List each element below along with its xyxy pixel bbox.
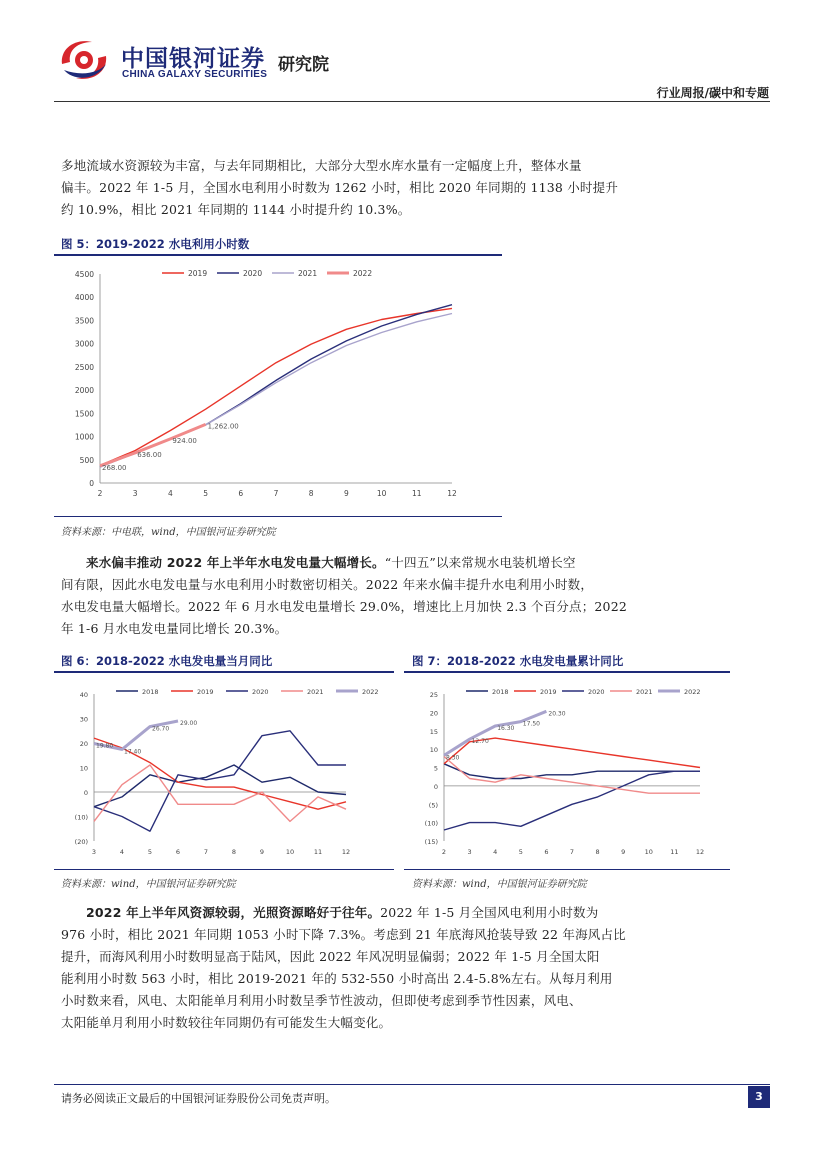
report-type: 行业周报/碳中和专题: [656, 86, 769, 100]
x-tick-label: 9: [259, 848, 265, 856]
text-line: 多地流域水资源较为丰富，与去年同期相比，大部分大型水库水量有一定幅度上升，整体水量: [61, 158, 582, 173]
data-label: 8.30: [446, 754, 460, 762]
x-tick-label: 5: [147, 848, 153, 856]
legend-label-2018: 2018: [492, 688, 509, 696]
legend-label-2022: 2022: [362, 688, 379, 696]
data-label: 17.50: [522, 720, 540, 728]
x-tick-label: 12: [695, 848, 705, 856]
x-tick-label: 10: [285, 848, 295, 856]
figure-5-top-rule: [54, 254, 502, 256]
figure-7-chart: [404, 675, 730, 868]
x-tick-label: 6: [238, 489, 244, 498]
x-tick-label: 3: [91, 848, 97, 856]
data-label: 20.30: [548, 710, 566, 718]
series-2019-line: [100, 308, 452, 465]
x-tick-label: 12: [447, 489, 457, 498]
logo-chinese-name: 中国银河证券: [121, 46, 265, 72]
y-tick-label: 3000: [74, 339, 94, 349]
footer-disclaimer: 请务必阅读正文最后的中国银河证券股份公司免责声明。: [61, 1092, 336, 1105]
data-label: 29.00: [180, 719, 198, 727]
figure-7-source: 资料来源：wind，中国银河证券研究院: [412, 879, 587, 890]
x-tick-label: 10: [376, 489, 387, 498]
x-tick-label: 3: [132, 489, 138, 498]
y-tick-label: (10): [74, 813, 88, 822]
y-tick-label: 25: [429, 691, 438, 699]
y-tick-label: 3500: [74, 316, 94, 326]
y-tick-label: (10): [424, 819, 438, 828]
y-tick-label: 0: [89, 479, 94, 488]
legend-label-2020: 2020: [243, 269, 263, 278]
x-tick-label: 2: [97, 489, 103, 498]
legend-label-2019: 2019: [197, 688, 214, 696]
figure-5-title: 图 5：2019-2022 水电利用小时数: [61, 237, 250, 251]
figure-6-bottom-rule: [54, 869, 394, 870]
y-tick-label: 0: [83, 789, 88, 797]
x-tick-label: 4: [493, 848, 498, 856]
x-tick-label: 10: [644, 848, 653, 856]
text-line: 976 小时，相比 2021 年同期 1053 小时下降 7.3%。考虑到 21 年底海风抢装导致 22 年海风占比: [61, 927, 626, 942]
x-tick-label: 9: [621, 848, 626, 856]
text-line: 来水偏丰推动 2022 年上半年水电发电量大幅增长。“十四五”以来常规水电装机增长空: [86, 555, 576, 570]
data-label: 26.70: [152, 725, 170, 733]
text-line: 提升，而海风利用小时数明显高于陆风，因此 2022 年风况明显偏弱；2022 年 1-5 月全国太阳: [61, 949, 600, 964]
text-line: 偏丰。2022 年 1-5 月，全国水电利用小时数为 1262 小时，相比 2020 年同期的 1138 小时提升: [61, 180, 619, 195]
x-tick-label: 8: [231, 848, 237, 856]
brand-logo-mark: [54, 34, 114, 86]
y-tick-label: 20: [79, 740, 88, 748]
figure-7-bottom-rule: [404, 869, 730, 870]
x-tick-label: 6: [544, 848, 549, 856]
paragraph-lead: 2022 年上半年风资源较弱，光照资源略好于往年。: [86, 905, 381, 920]
logo-institute: 研究院: [278, 55, 329, 75]
x-tick-label: 7: [273, 489, 279, 498]
data-label: 268.00: [102, 463, 127, 472]
legend-label-2021: 2021: [298, 269, 318, 278]
figure-5-source: 资料来源：中电联，wind，中国银河证券研究院: [61, 527, 276, 538]
paragraph-lead: 来水偏丰推动 2022 年上半年水电发电量大幅增长。: [86, 555, 385, 570]
data-label: 924.00: [172, 436, 197, 445]
y-tick-label: 10: [429, 746, 438, 755]
x-tick-label: 5: [518, 848, 523, 856]
legend-label-2020: 2020: [252, 688, 269, 696]
data-label: 17.40: [124, 748, 142, 756]
x-tick-label: 4: [168, 489, 173, 498]
paragraph-hydro-generation: [61, 552, 771, 640]
x-tick-label: 11: [313, 848, 323, 856]
text-line: 间有限，因此水电发电量与水电利用小时数密切相关。2022 年来水偏丰提升水电利用小时数，: [61, 577, 594, 592]
paragraph-hydro-resources: [61, 155, 771, 221]
x-tick-label: 11: [412, 489, 422, 498]
paragraph-wind-solar: [61, 902, 771, 1034]
y-tick-label: 2500: [74, 362, 94, 372]
data-label: 12.70: [471, 738, 489, 746]
figure-6-chart: [54, 675, 394, 868]
y-tick-label: 30: [79, 715, 88, 724]
y-tick-label: 15: [429, 727, 438, 736]
y-tick-label: 0: [433, 782, 438, 791]
text-line: 年 1-6 月水电发电量同比增长 20.3%。: [61, 621, 288, 636]
x-tick-label: 9: [344, 489, 349, 498]
y-tick-label: 4000: [74, 293, 94, 303]
series-2021-line: [94, 765, 346, 821]
x-tick-label: 2: [441, 848, 447, 856]
figure-6-source: 资料来源：wind，中国银河证券研究院: [61, 879, 236, 890]
legend-label-2021: 2021: [307, 688, 324, 696]
text-line: 约 10.9%，相比 2021 年同期的 1144 小时提升约 10.3%。: [61, 202, 411, 217]
y-tick-label: 1000: [74, 432, 94, 442]
y-tick-label: (5): [428, 801, 438, 810]
figure-7-title: 图 7：2018-2022 水电发电量累计同比: [412, 654, 624, 668]
y-tick-label: 10: [79, 764, 88, 773]
text-line: 能利用小时数 563 小时，相比 2019-2021 年的 532-550 小时高出 2.4-5.8%左右。从每月利用: [61, 971, 613, 986]
text-line: 小时数来看，风电、太阳能单月利用小时数呈季节性波动，但即使考虑到季节性因素，风电、: [61, 993, 582, 1008]
figure-6-top-rule: [54, 671, 394, 673]
logo-english-name: CHINA GALAXY SECURITIES: [122, 69, 268, 80]
page-number: 3: [748, 1086, 770, 1108]
legend-label-2022: 2022: [684, 688, 701, 696]
y-tick-label: 40: [79, 691, 88, 699]
y-tick-label: (15): [424, 838, 438, 846]
figure-6-title: 图 6：2018-2022 水电发电量当月同比: [61, 654, 273, 668]
x-tick-label: 5: [203, 489, 208, 498]
series-2018-line: [444, 764, 700, 779]
figure-5-bottom-rule: [54, 516, 502, 517]
figure-7-top-rule: [404, 671, 730, 673]
header-rule: [54, 101, 770, 102]
y-tick-label: 500: [79, 455, 94, 465]
legend-label-2018: 2018: [142, 688, 159, 696]
data-label: 1,262.00: [207, 422, 239, 431]
x-tick-label: 11: [670, 848, 679, 856]
series-2022-line: [444, 711, 546, 755]
legend-label-2020: 2020: [588, 688, 605, 696]
legend-label-2021: 2021: [636, 688, 653, 696]
y-tick-label: 4500: [74, 270, 94, 279]
y-tick-label: (20): [74, 838, 88, 846]
x-tick-label: 8: [308, 489, 314, 498]
x-tick-label: 7: [203, 848, 209, 856]
legend-label-2022: 2022: [353, 269, 373, 278]
data-label: 19.80: [96, 742, 114, 750]
data-label: 636.00: [137, 450, 162, 459]
x-tick-label: 8: [595, 848, 600, 856]
footer-rule: [54, 1084, 770, 1085]
x-tick-label: 6: [175, 848, 181, 856]
y-tick-label: 20: [429, 709, 438, 718]
figure-5-chart: [54, 258, 502, 514]
x-tick-label: 4: [119, 848, 125, 856]
legend-label-2019: 2019: [540, 688, 557, 696]
series-2021-line: [100, 314, 452, 468]
data-label: 16.30: [497, 724, 515, 732]
series-2022-line: [100, 424, 206, 465]
x-tick-label: 12: [341, 848, 351, 856]
y-tick-label: 1500: [74, 409, 94, 419]
galaxy-logo-icon: [54, 34, 114, 86]
x-tick-label: 7: [569, 848, 575, 856]
x-tick-label: 3: [467, 848, 472, 856]
series-2020-line: [100, 305, 452, 467]
text-line: 2022 年上半年风资源较弱，光照资源略好于往年。2022 年 1-5 月全国风电利用小时数为: [86, 905, 599, 920]
y-tick-label: 2000: [74, 386, 94, 396]
legend-label-2019: 2019: [188, 269, 208, 278]
text-line: 太阳能单月利用小时数较往年同期仍有可能发生大幅变化。: [61, 1015, 392, 1030]
series-2020-line: [94, 731, 346, 831]
y-tick-label: 5: [433, 764, 438, 773]
text-line: 水电发电量大幅增长。2022 年 6 月水电发电量增长 29.0%，增速比上月加快 2.3 个百分点；2022: [61, 599, 628, 614]
series-2018-line: [94, 765, 346, 807]
